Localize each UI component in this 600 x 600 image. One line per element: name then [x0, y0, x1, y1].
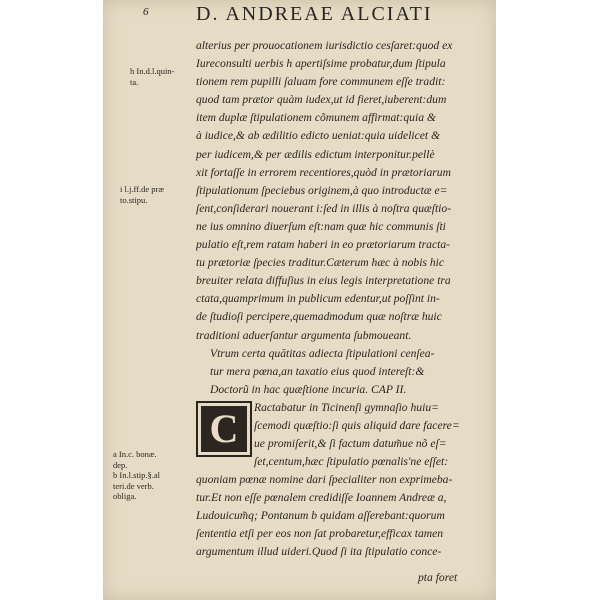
- marginal-note: b In.l.stip.§.al teri.de verb. obliga.: [113, 470, 160, 501]
- main-text-column: [196, 37, 486, 561]
- text-line: alterius per prouocationem iurisdictio cesſaret:quod ex: [196, 39, 453, 52]
- catchword: pta foret: [418, 571, 458, 584]
- running-head-title: D. ANDREAE ALCIATI: [196, 3, 433, 25]
- text-line: Ractabatur in Ticinenſi gymnaſio huiu=: [254, 400, 439, 414]
- text-line: ſent,conſiderari nouerant i:ſed in illis à noſtra quæſtio-: [196, 201, 452, 215]
- text-line: xit fortaſſe in errorem recentiores,quòd in prætoriarum: [196, 165, 451, 179]
- text-line: pulatio eſt,rem ratam haberi in eo prætoriarum tracta-: [196, 238, 450, 252]
- text-line: ne ius omnino diuerſum eſt:nam quæ hic communis ſti: [196, 219, 446, 233]
- chapter-heading-line: Vtrum certa quātitas adiecta ſtipulationi cenſea-: [210, 346, 435, 360]
- text-line: quod tam prætor quàm iudex,ut id fieret,iuberent:dum: [196, 93, 447, 107]
- text-line: de ſtudioſi percipere,quemadmodum quæ noſtræ huic: [196, 310, 442, 324]
- text-line: ſtipulationum ſpeciebus originem,à quo introductæ e=: [196, 183, 448, 197]
- text-line: ſententia etſi per eos non ſat probaretur,efficax tamen: [196, 527, 444, 541]
- text-line: tu prætoriæ ſpecies traditur.Cæterum hæc à nobis hic: [196, 256, 444, 270]
- marginal-note: i l.j.ff.de præ to.stipu.: [120, 184, 164, 205]
- chapter-heading-line: tur mera pœna,an taxatio eius quod intereſt:&: [210, 364, 425, 378]
- decorated-initial: C: [196, 401, 252, 457]
- page-number: 6: [143, 6, 149, 18]
- text-line: ſcemodi quæſtio:ſi quis aliquid dare facere=: [254, 418, 460, 432]
- marginal-note: a In.c. bonæ. dep.: [113, 449, 157, 470]
- text-line: quoniam pœnæ nomine dari ſpecialiter non exprimeba-: [196, 472, 453, 486]
- marginal-note: h In.d.l.quin- ta.: [130, 66, 175, 87]
- text-line: ſet,centum,hæc ſtipulatio pœnalis'ne eſſet:: [254, 455, 449, 469]
- text-line: tur.Et non eſſe pœnalem credidiſſe Ioannem Andreæ a,: [196, 490, 447, 504]
- text-line: per iudicem,& per ædilis edictum interponitur.pellè: [196, 147, 435, 161]
- text-line: ue promiſerit,& ſi factum datum̃ue nõ eſ=: [254, 437, 447, 451]
- text-line: Iureconsulti uerbis h apertiſsime probatur,dum ſtipula: [196, 57, 446, 71]
- text-line: ctata,quamprimum in publicum edentur,ut poſſint in-: [196, 292, 440, 306]
- text-line: traditioni aduerſantur argumenta ſubmoueant.: [196, 328, 412, 342]
- text-line: item duplæ ſtipulationem cõmunem affirmat:quia &: [196, 111, 436, 125]
- text-line: à iudice,& ab ædilitio edicto ueniat:quia uidelicet &: [196, 129, 441, 143]
- text-line: Ludouicum̃q; Pontanum b quidam aſſerebant:quorum: [196, 509, 445, 523]
- chapter-heading-line: Doctorũ in hac quæſtione incuria. CAP II.: [210, 382, 407, 396]
- text-line: breuiter relata diffuſius in eius legis interpretatione tra: [196, 274, 451, 288]
- text-line: argumentum illud uideri.Quod ſi ita ſtipulatio conce-: [196, 545, 442, 559]
- chapter-opening: [196, 399, 486, 471]
- text-line: tionem rem pupilli ſaluam fore communem eſſe tradit:: [196, 75, 446, 89]
